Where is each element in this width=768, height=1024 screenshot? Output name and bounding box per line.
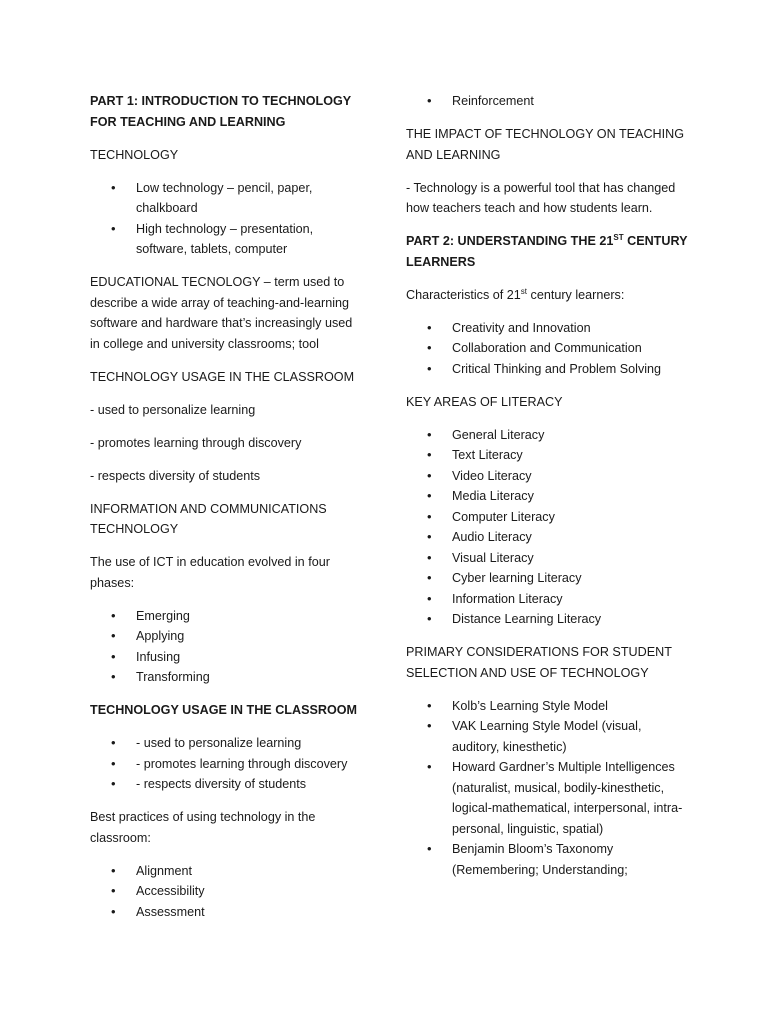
list-item: • Applying [90,626,362,647]
list-item: • Visual Literacy [406,548,688,569]
list-item: • General Literacy [406,425,688,446]
impact-heading: THE IMPACT OF TECHNOLOGY ON TEACHING AND LEARNING [406,127,685,162]
list-item: • Infusing [90,647,362,668]
list-item: • Alignment [90,861,362,882]
list-item: • Audio Literacy [406,527,688,548]
usage-line: - used to personalize learning [90,402,256,417]
part1-title: PART 1: INTRODUCTION TO TECHNOLOGY FOR TEACHING AND LEARNING [90,94,351,129]
list-item: • Transforming [90,667,362,688]
best-practices-list [90,861,362,923]
usage-line: - respects diversity of students [90,468,261,483]
list-item: • - respects diversity of students [90,774,362,795]
ict-text: The use of ICT in education evolved in four phases: [90,555,330,590]
list-item: • Information Literacy [406,589,688,610]
impact-text: - Technology is a powerful tool that has changed how teachers teach and how students learn. [406,180,676,215]
considerations-heading: PRIMARY CONSIDERATIONS FOR STUDENT SELECTION AND USE OF TECHNOLOGY [406,645,672,680]
considerations-list [406,696,688,881]
right-column [406,91,688,893]
reinforcement-list [406,91,688,112]
best-practices-text: Best practices of using technology in the classroom: [90,810,316,845]
list-item: • Cyber learning Literacy [406,568,688,589]
list-item: • High technology – presentation, software, tablets, computer [90,219,362,260]
technology-list [90,178,362,260]
usage-line: - promotes learning through discovery [90,435,302,450]
usage-bullets-list [90,733,362,795]
list-item: • Accessibility [90,881,362,902]
list-item: • Computer Literacy [406,507,688,528]
edtech-definition: EDUCATIONAL TECNOLOGY – term used to describe a wide array of teaching-and-learning software and hardware that’s increasingly used in college and university classrooms; tool [90,275,353,351]
list-item: • Kolb’s Learning Style Model [406,696,688,717]
list-item: • Reinforcement [406,91,688,112]
characteristics-text: Characteristics of 21st century learners: [406,286,625,302]
list-item: • VAK Learning Style Model (visual, auditory, kinesthetic) [406,716,688,757]
characteristics-list [406,318,688,380]
list-item: • Emerging [90,606,362,627]
list-item: • - promotes learning through discovery [90,754,362,775]
list-item: • Video Literacy [406,466,688,487]
usage-heading-bold: TECHNOLOGY USAGE IN THE CLASSROOM [90,703,358,717]
list-item: • Critical Thinking and Problem Solving [406,359,688,380]
literacy-list [406,425,688,630]
left-column [90,91,362,935]
ict-phases-list [90,606,362,688]
list-item: • - used to personalize learning [90,733,362,754]
technology-heading: TECHNOLOGY [90,147,179,162]
usage-heading: TECHNOLOGY USAGE IN THE CLASSROOM [90,369,355,384]
literacy-heading: KEY AREAS OF LITERACY [406,394,563,409]
list-item: • Benjamin Bloom’s Taxonomy (Remembering; Understanding; [406,839,688,880]
list-item: • Howard Gardner’s Multiple Intelligences (naturalist, musical, bodily-kinesthetic, logical-mathematical, interpersonal, intra-personal, linguistic, spatial) [406,757,688,839]
list-item: • Media Literacy [406,486,688,507]
list-item: • Text Literacy [406,445,688,466]
list-item: • Collaboration and Communication [406,338,688,359]
list-item: • Creativity and Innovation [406,318,688,339]
part2-title: PART 2: UNDERSTANDING THE 21ST CENTURY LEARNERS [406,232,688,269]
list-item: • Assessment [90,902,362,923]
list-item: • Low technology – pencil, paper, chalkboard [90,178,362,219]
ict-heading: INFORMATION AND COMMUNICATIONS TECHNOLOGY [90,501,327,536]
list-item: • Distance Learning Literacy [406,609,688,630]
